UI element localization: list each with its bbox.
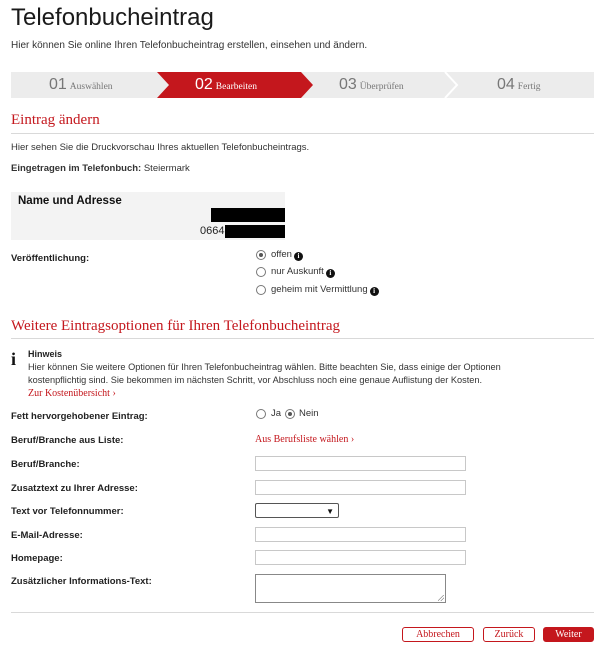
progress-steps	[11, 72, 594, 98]
cancel-button[interactable]: Abbrechen	[402, 627, 474, 642]
hint-text-1: Hier können Sie weitere Optionen für Ihren Telefonbucheintrag wählen. Bitte beachten Sie, dass einige der Optionen	[28, 362, 501, 372]
redacted-block	[211, 208, 285, 222]
preview-name: Name und Adresse	[18, 195, 122, 207]
redacted-phone	[225, 225, 285, 238]
divider	[11, 133, 594, 134]
step-2: 02 Bearbeiten	[195, 76, 257, 93]
bold-entry-label: Fett hervorgehobener Eintrag:	[11, 411, 148, 422]
divider	[11, 338, 594, 339]
bold-no-label: Nein	[299, 408, 319, 419]
radio-bold-yes[interactable]	[256, 409, 266, 419]
info-text-input[interactable]	[255, 574, 446, 603]
next-button[interactable]: Weiter	[543, 627, 594, 642]
chevron-down-icon: ▼	[326, 507, 334, 516]
branch-label: Beruf/Branche:	[11, 459, 80, 470]
radio-nur-auskunft[interactable]	[256, 267, 266, 277]
hint-text-2: kostenpflichtig sind. Sie bekommen im nächsten Schritt, vor Abschluss noch eine genaue Auflistung der Kosten.	[28, 375, 483, 385]
info-icon[interactable]: i	[294, 252, 303, 261]
radio-offen[interactable]	[256, 250, 266, 260]
branch-list-label: Beruf/Branche aus Liste:	[11, 435, 124, 446]
info-icon: i	[11, 349, 17, 369]
homepage-input[interactable]	[255, 550, 466, 565]
registered-line	[11, 163, 190, 174]
options-section-heading: Weitere Eintragsoptionen für Ihren Telefonbucheintrag	[11, 318, 341, 334]
info-icon[interactable]: i	[370, 287, 379, 296]
address-extra-input[interactable]	[255, 480, 466, 495]
branch-input[interactable]	[255, 456, 466, 471]
publication-label: Veröffentlichung:	[11, 253, 90, 264]
registered-label: Eingetragen im Telefonbuch:	[11, 163, 142, 174]
back-button[interactable]: Zurück	[483, 627, 535, 642]
radio-geheim[interactable]	[256, 285, 266, 295]
page-title: Telefonbucheintrag	[11, 4, 214, 31]
homepage-label: Homepage:	[11, 553, 63, 564]
divider	[11, 612, 594, 613]
text-before-phone-select[interactable]	[255, 503, 339, 518]
entry-preview	[11, 192, 285, 240]
edit-section-heading: Eintrag ändern	[11, 112, 100, 128]
email-input[interactable]	[255, 527, 466, 542]
branch-list-link[interactable]: Aus Berufsliste wählen ›	[255, 434, 355, 445]
option-offen: offen i	[271, 249, 303, 261]
step-1: 01 Auswählen	[49, 76, 113, 93]
preview-phone-prefix: 0664	[200, 225, 225, 237]
step-3: 03 Überprüfen	[339, 76, 404, 93]
email-label: E-Mail-Adresse:	[11, 530, 83, 541]
info-text-label: Zusätzlicher Informations-Text:	[11, 576, 152, 587]
registered-value: Steiermark	[143, 163, 190, 174]
hint-title: Hinweis	[28, 349, 63, 359]
resize-handle[interactable]	[438, 595, 444, 601]
text-before-phone-label: Text vor Telefonnummer:	[11, 506, 124, 517]
cost-overview-link[interactable]: Zur Kostenübersicht ›	[28, 388, 116, 399]
radio-bold-no[interactable]	[285, 409, 295, 419]
page-subtitle: Hier können Sie online Ihren Telefonbucheintrag erstellen, einsehen und ändern.	[11, 40, 368, 51]
bold-yes-label: Ja	[271, 408, 282, 419]
edit-intro: Hier sehen Sie die Druckvorschau Ihres aktuellen Telefonbucheintrags.	[11, 142, 310, 153]
option-geheim: geheim mit Vermittlung i	[271, 284, 379, 296]
address-extra-label: Zusatztext zu Ihrer Adresse:	[11, 483, 138, 494]
info-icon[interactable]: i	[326, 269, 335, 278]
step-4: 04 Fertig	[497, 76, 541, 93]
option-nur-auskunft: nur Auskunft i	[271, 266, 335, 278]
